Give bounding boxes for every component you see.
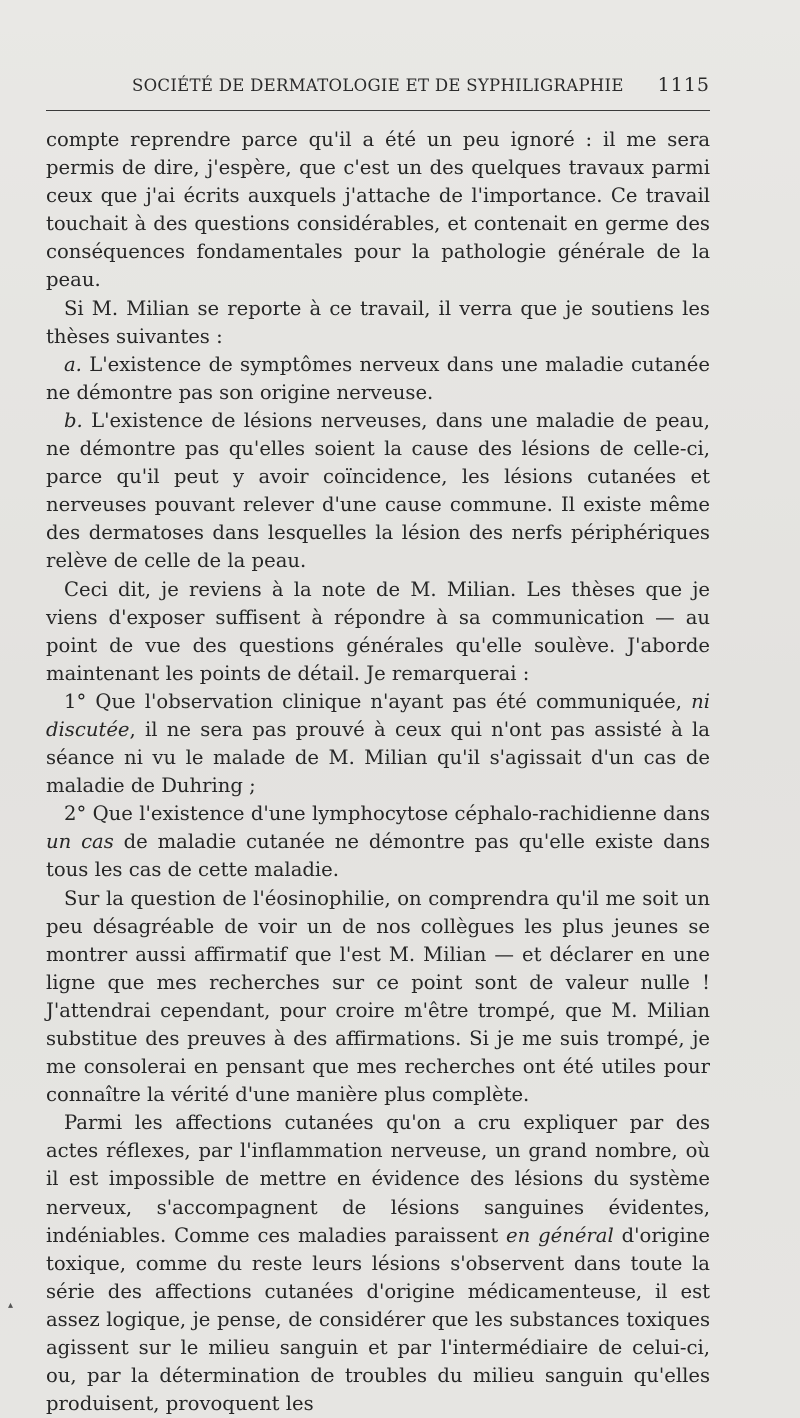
paragraph-reply: Ceci dit, je reviens à la note de M. Milian. Les thèses que je viens d'exposer suffisent à répondre à sa communication — au point de vue des questions générales qu'elle soulève. J'aborde maintenant les points de détail. Je remarquerai : bbox=[46, 577, 710, 685]
remark-1-label: 1° bbox=[64, 689, 87, 713]
remark-2-emphasis: un cas bbox=[46, 830, 114, 854]
remark-1: 1° Que l'observation clinique n'ayant pas été communiquée, ni discutée, il ne sera pas prouvé à ceux qui n'ont pas assisté à la séance ni vu le malade de M. Milian qu'il s'agissait d'un cas de maladie de Duhring ; bbox=[46, 689, 711, 798]
paragraph-continuation: compte reprendre parce qu'il a été un peu ignoré : il me sera permis de dire, j'espère, que c'est un des quelques travaux parmi ceux que j'ai écrits auxquels j'attache de l'importance. Ce travail touchait à des questions considérables, et contenait en germe des conséquences fondamentales pour la pathologie générale de la peau. bbox=[46, 128, 710, 292]
paragraph-emphasis: en général bbox=[506, 1223, 614, 1247]
paragraph-theses-intro: Si M. Milian se reporte à ce travail, il verra que je soutiens les thèses suivantes : bbox=[46, 296, 710, 348]
remark-2-label: 2° bbox=[64, 802, 87, 826]
thesis-b: b. L'existence de lésions nerveuses, dans une maladie de peau, ne démontre pas qu'elles soient la cause des lésions de celle-ci, parce qu'il peut y avoir coïncidence, les lésions cutanées et nerveuses pouvant relever d'une cause commune. Il existe même des dermatoses dans lesquelles la lésion des nerfs périphériques relève de celle de la peau. bbox=[46, 408, 710, 573]
thesis-b-label: b. bbox=[64, 408, 83, 432]
paragraph-cutaneous-affections: Parmi les affections cutanées qu'on a cru expliquer par des actes réflexes, par l'inflammation nerveuse, un grand nombre, où il est impossible de mettre en évidence des lésions du système nerveux, s'accompagnent de lésions sanguines évidentes, indéniables. Comme ces maladies paraissent en général d'origine toxique, comme du reste leurs lésions s'observent dans toute la série des affections cutanées d'origine médicamenteuse, il est assez logique, je pense, de considérer que les substances toxiques agissent sur le milieu sanguin et par l'intermédiaire de celui-ci, ou, par la détermination de troubles du milieu sanguin qu'elles produisent, provoquent les bbox=[46, 1111, 710, 1416]
remark-2: 2° Que l'existence d'une lymphocytose céphalo-rachidienne dans un cas de maladie cutanée ne démontre pas qu'elle existe dans tous les cas de cette maladie. bbox=[46, 802, 710, 882]
thesis-a-label: a. bbox=[64, 352, 82, 376]
paragraph-eosinophilia: Sur la question de l'éosinophilie, on comprendra qu'il me soit un peu désagréable de voir un de nos collègues les plus jeunes se montrer aussi affirmatif que l'est M. Milian — et déclarer en une ligne que mes recherches sur ce point sont de valeur nulle ! J'attendrai cependant, pour croire m'être trompé, que M. Milian substitue des preuves à des affirmations. Si je me suis trompé, je me consolerai en pensant que mes recherches ont été utiles pour connaître la vérité d'une manière plus complète. bbox=[46, 886, 710, 1107]
page-number: 1115 bbox=[657, 74, 710, 96]
thesis-a: a. L'existence de symptômes nerveux dans une maladie cutanée ne démontre pas son origine nerveuse. bbox=[46, 352, 710, 404]
margin-speck: ▴ bbox=[8, 1300, 14, 1311]
header-rule bbox=[46, 110, 710, 111]
remark-1-emphasis: ni discutée bbox=[46, 689, 711, 741]
page-header bbox=[46, 74, 710, 100]
body-text bbox=[46, 126, 710, 1418]
running-title: SOCIÉTÉ DE DERMATOLOGIE ET DE SYPHILIGRAPHIE bbox=[132, 76, 624, 95]
